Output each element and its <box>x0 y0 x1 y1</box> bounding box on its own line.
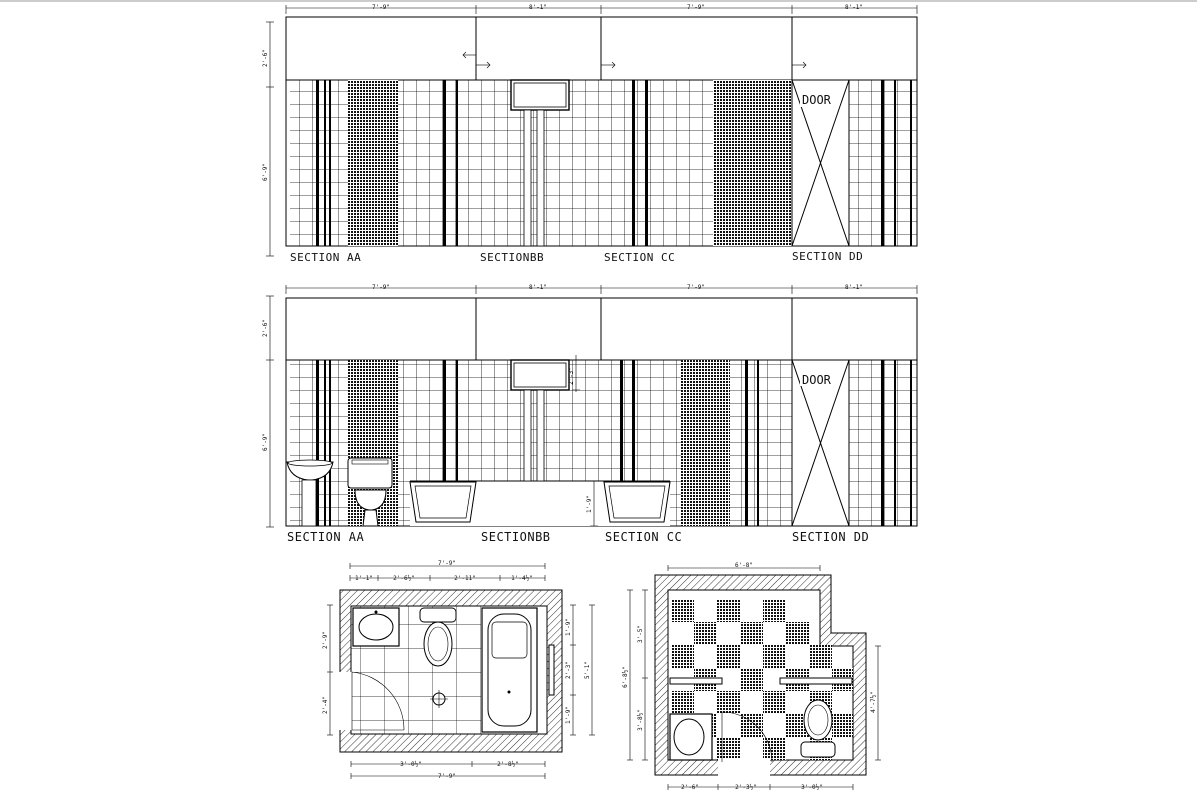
plan-left-dim-bottom-1: 3'-0½" <box>400 761 422 768</box>
dim-top-1: 7'-9" <box>371 284 391 291</box>
plan-left-basin <box>353 608 399 646</box>
plan-right-shelf-left <box>670 678 722 684</box>
plan-right-dim-left-2: 3'-8½" <box>637 709 644 731</box>
dim-top-1: 7'-9" <box>371 4 391 11</box>
plan-right-door-opening <box>718 758 770 778</box>
plan-right-dim-bottom-3: 3'-0½" <box>801 784 823 791</box>
section-label-cc: SECTION CC <box>605 530 683 544</box>
section-label-bb: SECTIONBB <box>481 530 551 544</box>
dim-left-1: 2'-6" <box>262 318 269 338</box>
plan-left-dim-top-3: 2'-11" <box>454 575 476 582</box>
section-label-aa: SECTION AA <box>287 530 365 544</box>
plan-left-dim-right-total: 5'-1" <box>584 660 591 680</box>
dim-top-2: 8'-1" <box>528 4 548 11</box>
plan-left-dims-left <box>327 605 333 735</box>
section-label-aa: SECTION AA <box>290 251 362 264</box>
plan-left-dims-right <box>570 605 595 735</box>
dim-top-4: 8'-1" <box>844 4 864 11</box>
section-label-dd: SECTION DD <box>792 530 870 544</box>
plan-right-dim-left-1: 3'-5" <box>637 624 644 644</box>
plan-right-basin <box>670 714 712 760</box>
dim-left-1: 2'-6" <box>262 48 269 68</box>
plan-left-dim-top-1: 1'-1" <box>354 575 374 582</box>
plan-left-dim-top-2: 2'-6½" <box>393 575 415 582</box>
plan-right-toilet <box>801 700 835 757</box>
door-label: DOOR <box>802 373 831 387</box>
plan-left-overall-bottom: 7'-9" <box>437 773 457 780</box>
section-label-cc: SECTION CC <box>604 251 676 264</box>
plan-left-dim-bottom-2: 2'-8½" <box>497 761 519 768</box>
mosaic-strip <box>713 80 792 246</box>
dim-left-2: 6'-9" <box>262 162 269 182</box>
plan-left-dim-left-1: 2'-9" <box>322 630 329 650</box>
door-label: DOOR <box>802 93 831 107</box>
plan-right <box>622 562 881 791</box>
plan-left-door-opening <box>338 672 352 730</box>
dim-top-2: 8'-1" <box>528 284 548 291</box>
plan-right-dim-left-total: 6'-8½" <box>622 666 629 688</box>
plan-left-dim-top-4: 1'-4½" <box>511 575 533 582</box>
plan-left <box>322 560 595 780</box>
section-label-dd: SECTION DD <box>792 250 864 263</box>
dim-left-2: 6'-9" <box>262 432 269 452</box>
plan-right-shelf-right <box>780 678 852 684</box>
plan-left-dim-right-2: 2'-3" <box>565 660 572 680</box>
plan-left-dim-right-3: 1'-9" <box>565 705 572 725</box>
plan-right-dim-bottom-2: 2'-3½" <box>735 784 757 791</box>
tub-dim: 1'-9" <box>586 494 593 514</box>
dim-top-4: 8'-1" <box>844 284 864 291</box>
dim-top-3: 7'-9" <box>686 4 706 11</box>
plan-left-dim-left-2: 2'-4" <box>322 695 329 715</box>
dim-top-3: 7'-9" <box>686 284 706 291</box>
mosaic-strip <box>348 80 398 246</box>
plan-right-dim-bottom-1: 2'-6" <box>680 784 700 791</box>
elevation-top <box>262 4 917 264</box>
section-arrows <box>463 52 806 68</box>
plan-right-dims-left <box>627 590 648 760</box>
bathtub-left <box>410 482 476 522</box>
section-label-bb: SECTIONBB <box>480 251 545 264</box>
plan-left-dim-right-1: 1'-9" <box>565 617 572 637</box>
mosaic-strip <box>681 360 730 526</box>
plan-right-dim-right: 4'-7½" <box>870 691 877 713</box>
plan-left-overall-top: 7'-9" <box>437 560 457 567</box>
plan-right-dim-top: 6'-8" <box>734 562 754 569</box>
mirror-dim: 2'-3" <box>568 366 575 386</box>
elevation-bottom <box>262 284 917 544</box>
